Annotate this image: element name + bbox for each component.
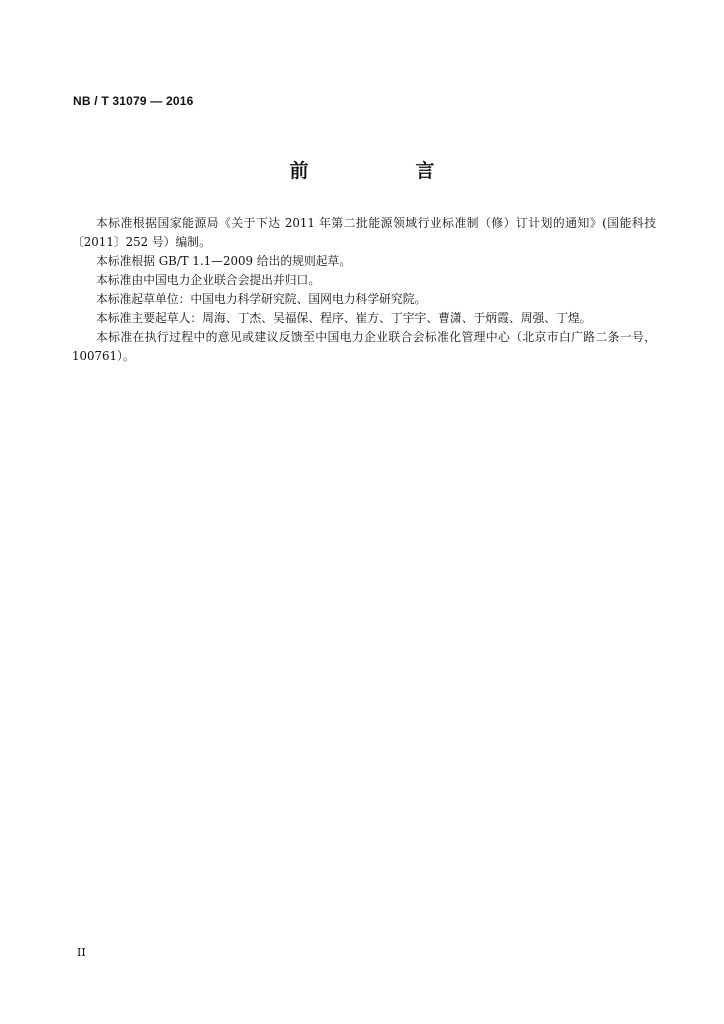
paragraph-drafters: 本标准主要起草人：周海、丁杰、吴福保、程序、崔方、丁宇宇、曹潇、于炳霞、周强、丁煌。: [96, 311, 592, 325]
standard-code-header: NB / T 31079 — 2016: [73, 94, 194, 108]
foreword-body: [72, 214, 656, 366]
paragraph-drafting-rules: 本标准根据 GB/T 1.1—2009 给出的规则起草。: [96, 254, 352, 268]
page-number: II: [77, 946, 86, 959]
paragraph-drafting-units: 本标准起草单位：中国电力科学研究院、国网电力科学研究院。: [96, 292, 427, 306]
paragraph-feedback: 本标准在执行过程中的意见或建议反馈至中国电力企业联合会标准化管理中心（北京市白广路二条一号，100761）。: [72, 330, 656, 363]
paragraph-proposer: 本标准由中国电力企业联合会提出并归口。: [96, 273, 321, 287]
page-title: 前 言: [289, 160, 479, 182]
paragraph-compilation-basis: 本标准根据国家能源局《关于下达 2011 年第二批能源领域行业标准制（修）订计划的通知》(国能科技〔2011〕252 号）编制。: [72, 216, 656, 249]
